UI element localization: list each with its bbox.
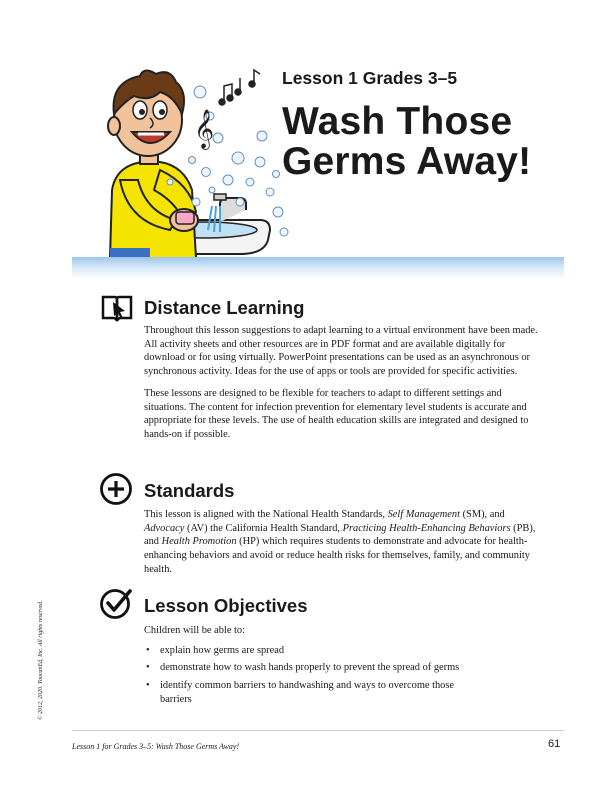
plus-circle-icon <box>99 472 133 506</box>
standards-paragraph: This lesson is aligned with the National Health Standards, Self Management (SM), and Advocacy (AV) the California Health Standard, Practicing Health-Enhancing Behaviors (PB), and Health Promotion (HP) which requires students to demonstrate and advocate for health-enhancing behaviors and avoid or reduce health risks for themselves, family, and community health. <box>144 509 536 575</box>
footer-rule <box>72 730 564 731</box>
lesson-kicker: Lesson 1 Grades 3–5 <box>282 68 458 88</box>
distance-paragraph-1: Throughout this lesson suggestions to adapt learning to a virtual environment have been made. All activity sheets and other resources are in PDF format and are available digitally for download or for using virtually. PowerPoint presentations can be used as an asynchronous or synchronous activity. Ideas for the use of apps or tools are provided for specific activities. <box>144 325 538 378</box>
objective-item: • demonstrate how to wash hands properly to prevent the spread of germs <box>144 661 540 675</box>
svg-text:𝄞: 𝄞 <box>194 109 215 149</box>
distance-paragraph-2: These lessons are designed to be flexible for teachers to adapt to different settings and situations. The content for infection prevention for elementary level students is accurate and appropriate for these levels. The use of health education skills are integrated and designed to hands-on if possible. <box>144 387 529 440</box>
title-line-1: Wash Those <box>282 100 513 143</box>
section-heading-standards: Standards <box>144 480 235 501</box>
footer-running-title: Lesson 1 for Grades 3–5: Wash Those Germs Away! <box>72 742 240 751</box>
objectives-list <box>144 644 540 707</box>
objective-item: • identify common barriers to handwashing and ways to overcome those barriers <box>144 679 540 706</box>
page-title <box>282 102 531 182</box>
section-heading-distance: Distance Learning <box>144 297 305 318</box>
objectives-intro: Children will be able to: <box>144 625 245 636</box>
copyright-notice <box>38 570 52 720</box>
standards-body <box>144 508 540 585</box>
title-line-2: Germs Away! <box>282 140 532 183</box>
objective-item: • explain how germs are spread <box>144 644 540 658</box>
section-heading-objectives: Lesson Objectives <box>144 595 308 616</box>
copyright-text: © 2012, 2020. ToucanEd, Inc. All rights reserved. <box>38 600 44 720</box>
objectives-body <box>144 624 540 711</box>
page-number: 61 <box>548 738 561 750</box>
boy-washing-hands-illustration <box>100 62 300 258</box>
distance-learning-body <box>144 324 540 450</box>
check-circle-icon <box>99 586 133 620</box>
cursor-book-icon <box>100 291 134 325</box>
header-gradient-band <box>72 257 564 279</box>
